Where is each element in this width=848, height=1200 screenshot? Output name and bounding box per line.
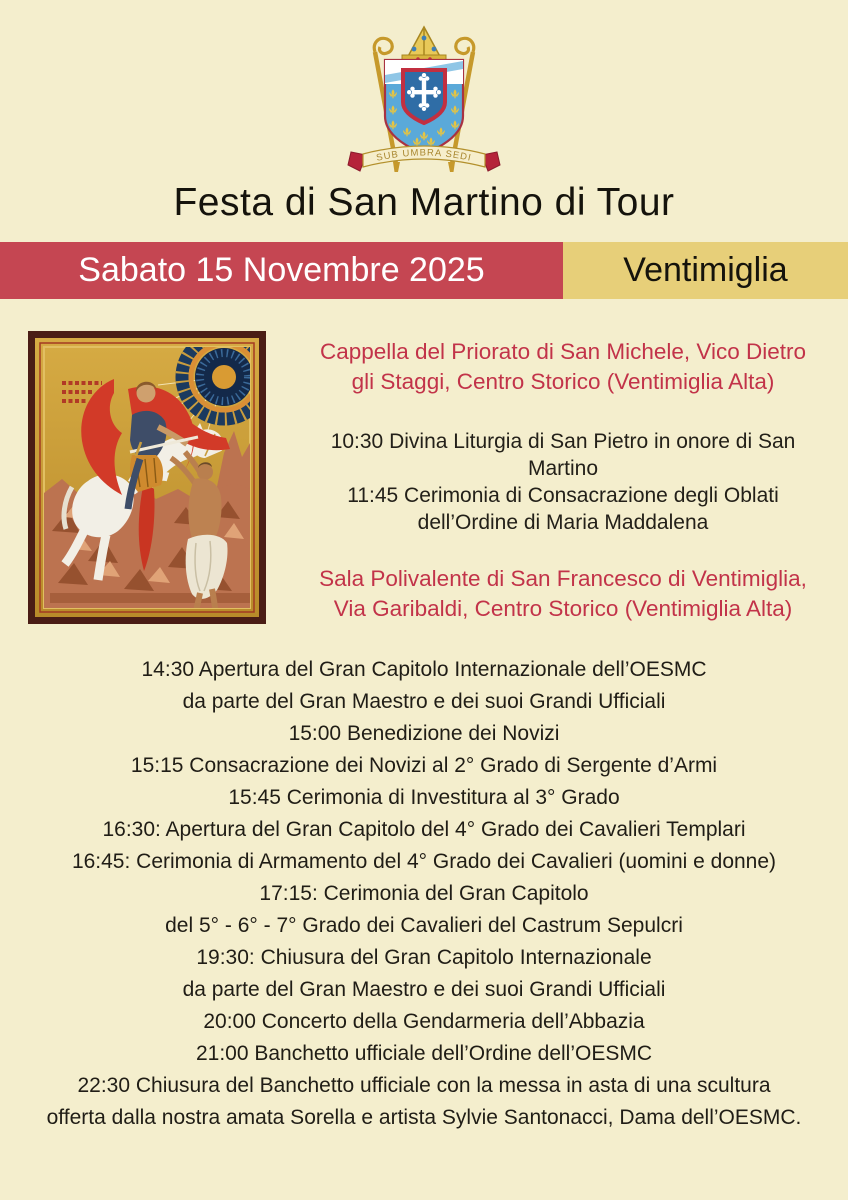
crozier-tip-right	[448, 162, 455, 172]
venue2-heading	[272, 564, 848, 624]
venue2-heading-line: Via Garibaldi, Centro Storico (Ventimiglia Alta)	[333, 596, 793, 621]
event-line: dell’Ordine di Maria Maddalena	[417, 511, 709, 534]
venue2-heading-line: Sala Polivalente di San Francesco di Ventimiglia,	[319, 566, 807, 591]
schedule-line: 15:00 Benedizione dei Novizi	[288, 722, 560, 745]
shield	[385, 60, 463, 154]
schedule-line: del 5° - 6° - 7° Grado dei Cavalieri del Castrum Sepulcri	[165, 914, 683, 937]
venue1-events	[272, 428, 848, 536]
saint-martin-icon-graphic	[28, 331, 266, 624]
venue1-heading	[272, 337, 848, 397]
schedule-line: 22:30 Chiusura del Banchetto ufficiale con la messa in asta di una scultura	[77, 1074, 771, 1097]
event-line: Martino	[527, 457, 599, 480]
schedule-list	[0, 654, 848, 1134]
schedule-line: 21:00 Banchetto ufficiale dell’Ordine dell’OESMC	[195, 1042, 653, 1065]
schedule-line: offerta dalla nostra amata Sorella e artista Sylvie Santonacci, Dama dell’OESMC.	[46, 1106, 802, 1129]
event-line: 11:45 Cerimonia di Consacrazione degli Oblati	[347, 484, 779, 507]
mitre	[402, 27, 446, 63]
banner-location: Ventimiglia	[563, 242, 848, 299]
schedule-line: da parte del Gran Maestro e dei suoi Grandi Ufficiali	[182, 690, 666, 713]
crest-graphic	[339, 24, 509, 172]
venue1-heading-line: gli Staggi, Centro Storico (Ventimiglia Alta)	[351, 369, 775, 394]
crozier-tip-left	[393, 162, 400, 172]
banner-date: Sabato 15 Novembre 2025	[0, 242, 563, 299]
schedule-line: 15:15 Consacrazione dei Novizi al 2° Grado di Sergente d’Armi	[130, 754, 718, 777]
schedule-line: 19:30: Chiusura del Gran Capitolo Internazionale	[196, 946, 652, 969]
schedule-line: 14:30 Apertura del Gran Capitolo Internazionale dell’OESMC	[141, 658, 707, 681]
schedule-line: 20:00 Concerto della Gendarmeria dell’Abbazia	[203, 1010, 645, 1033]
saint-martin-icon-image	[28, 331, 266, 624]
event-line: 10:30 Divina Liturgia di San Pietro in onore di San	[330, 430, 796, 453]
page-title: Festa di San Martino di Tour	[173, 181, 675, 224]
episcopal-crest	[339, 24, 509, 172]
schedule-line: 16:30: Apertura del Gran Capitolo del 4° Grado dei Cavalieri Templari	[102, 818, 746, 841]
schedule-line: 16:45: Cerimonia di Armamento del 4° Grado dei Cavalieri (uomini e donne)	[71, 850, 777, 873]
schedule-line: 17:15: Cerimonia del Gran Capitolo	[259, 882, 589, 905]
crest-motto-text: SUB UMBRA SEDI	[375, 147, 473, 164]
banner	[0, 242, 848, 299]
schedule-line: 15:45 Cerimonia di Investitura al 3° Grado	[228, 786, 620, 809]
venue1-heading-line: Cappella del Priorato di San Michele, Vico Dietro	[319, 339, 807, 364]
schedule-line: da parte del Gran Maestro e dei suoi Grandi Ufficiali	[182, 978, 666, 1001]
motto-scroll	[348, 146, 500, 171]
